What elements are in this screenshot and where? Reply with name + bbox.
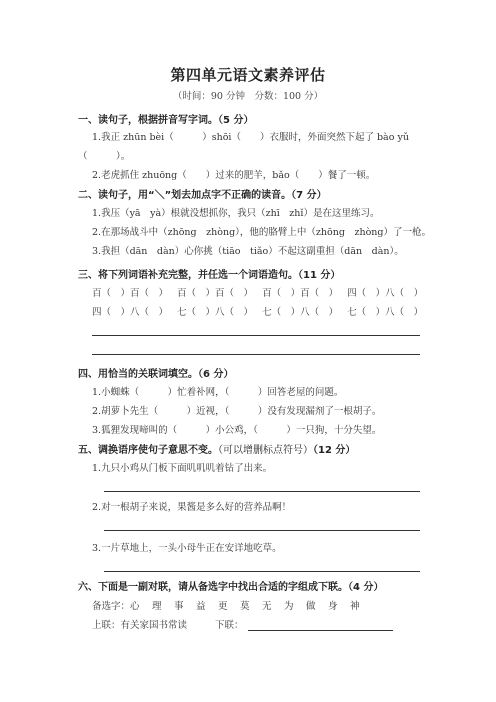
section-1-line-1-cont: （ ）。 xyxy=(78,151,131,162)
candidate-char: 神 xyxy=(350,601,360,612)
answer-line[interactable] xyxy=(92,354,420,355)
section-3-heading: 三、将下列词语补充完整，并任选一个词语造句。（11 分） xyxy=(78,270,341,281)
candidate-char: 莫 xyxy=(240,601,250,612)
section-5-sentence-1: 1.九只小鸡从门板下面叽叽叽着钻了出来。 xyxy=(92,463,273,474)
section-4-line-2: 2.胡萝卜先生（ ）近视，（ ）没有发现漏剂了一根胡子。 xyxy=(92,406,382,417)
candidate-char: 无 xyxy=(262,601,272,612)
section-1-heading: 一、读句子，根据拼音写字词。（5 分） xyxy=(78,115,254,126)
section-4-line-3: 3.狐狸发现啼叫的（ ）小公鸡，（ ）一只狗，十分失望。 xyxy=(92,425,382,436)
candidate-chars xyxy=(92,598,372,612)
lower-couplet-answer-line[interactable] xyxy=(248,620,393,631)
couplet-line xyxy=(92,617,393,631)
section-5-title: 五、调换语序使句子意思不变。 xyxy=(78,445,218,456)
idiom-blank: 七（ ）八（ ） xyxy=(262,307,339,318)
section-2-line-2: 2.在那场战斗中（zhōng zhòng），他的胳臂上中（zhōng zhòng）了一枪。 xyxy=(92,227,431,238)
section-2-heading: 二、读句子，用“＼”划去加点字不正确的读音。（7 分） xyxy=(78,190,327,201)
candidates-label: 备选字： xyxy=(92,601,131,612)
idiom-blank: 四（ ）八（ ） xyxy=(347,288,424,299)
candidate-char: 为 xyxy=(284,601,294,612)
candidate-char: 益 xyxy=(196,601,206,612)
idiom-blank: 七（ ）八（ ） xyxy=(347,307,424,318)
answer-line[interactable] xyxy=(104,530,420,531)
section-1-line-2: 2.老虎抓住 zhuōng（ ）过来的肥羊，bǎo（ ）餐了一顿。 xyxy=(92,170,376,181)
section-5-sentence-3: 3.一片草地上，一头小母牛正在安详地吃草。 xyxy=(92,543,282,554)
candidate-char: 事 xyxy=(174,601,184,612)
candidate-char: 理 xyxy=(152,601,162,612)
candidate-char: 心 xyxy=(130,601,140,612)
section-6-heading: 六、下面是一副对联，请从备选字中找出合适的字组成下联。（4 分） xyxy=(78,582,384,593)
candidate-char: 更 xyxy=(218,601,228,612)
candidate-char: 身 xyxy=(328,601,338,612)
section-4-heading: 四、用恰当的关联词填空。（6 分） xyxy=(78,369,234,380)
exam-info: （时间：90 分钟 分数：100 分） xyxy=(172,91,324,102)
section-5-sentence-2: 2.对一根胡子来说，果酱是多么好的营养品啊！ xyxy=(92,502,292,513)
section-5-heading xyxy=(78,441,355,456)
idiom-blank: 百（ ）百（ ） xyxy=(262,288,339,299)
section-2-line-3: 3.我担（dān dàn）心你挑（tiāo tiǎo）不起这副重担（dān dàn）。 xyxy=(92,246,404,257)
page-title: 第四单元语文素养评估 xyxy=(170,66,326,84)
upper-couplet: 上联：有关家国书常读 xyxy=(92,620,188,631)
answer-line[interactable] xyxy=(104,491,420,492)
idiom-blank: 百（ ）百（ ） xyxy=(92,288,169,299)
section-2-line-1: 1.我压（yā yà）根就没想抓你，我只（zhī zhǐ）是在这里练习。 xyxy=(92,208,380,219)
idiom-row-1 xyxy=(92,285,422,299)
idiom-blank: 七（ ）八（ ） xyxy=(177,307,254,318)
idiom-blank: 百（ ）百（ ） xyxy=(177,288,254,299)
section-4-line-1: 1.小蜘蛛（ ）忙着补网，（ ）回答老屋的问题。 xyxy=(92,387,344,398)
section-5-score: （12 分） xyxy=(313,445,356,456)
idiom-blank: 四（ ）八（ ） xyxy=(92,307,169,318)
answer-line[interactable] xyxy=(92,335,420,336)
section-5-note: （可以增删标点符号） xyxy=(218,445,313,456)
idiom-row-2 xyxy=(92,304,422,318)
section-1-line-1: 1.我正 zhūn bèi（ ）shōi（ ）衣服时，外面突然下起了 bào yǔ xyxy=(92,132,409,143)
lower-couplet-label: 下联： xyxy=(215,620,244,631)
answer-line[interactable] xyxy=(104,571,420,572)
candidate-char: 做 xyxy=(306,601,316,612)
